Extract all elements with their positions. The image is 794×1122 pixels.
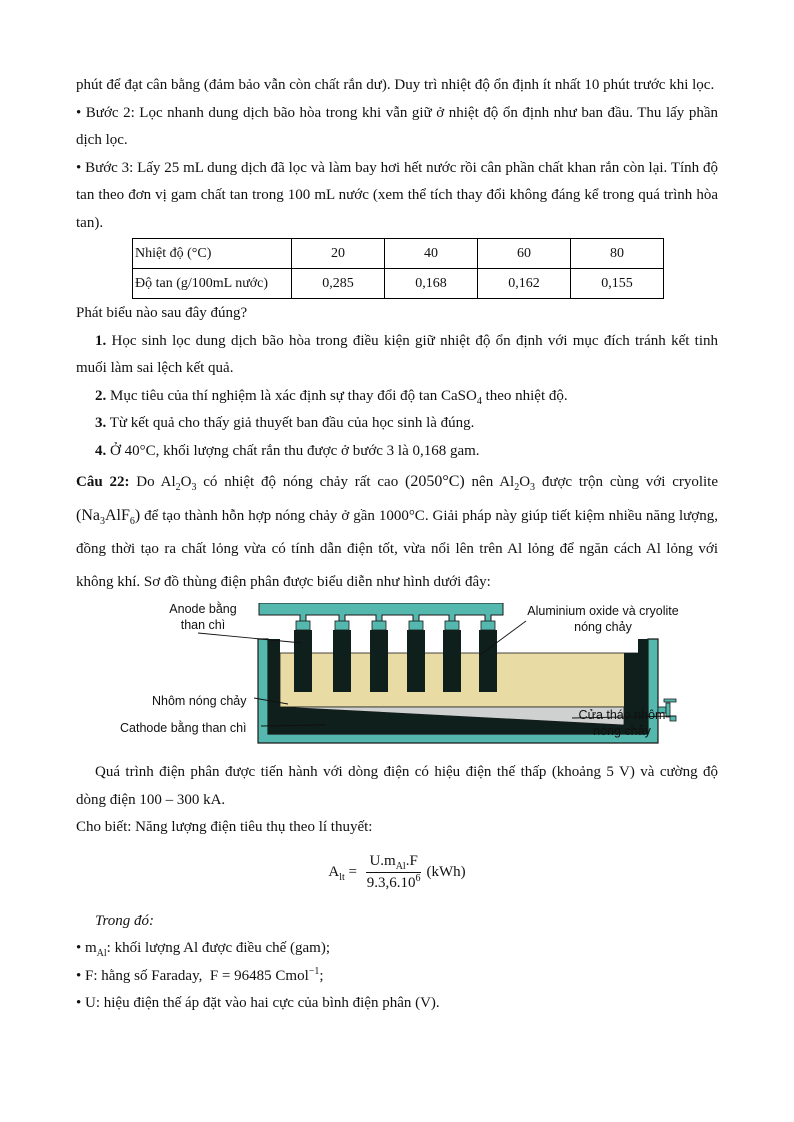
electrolysis-cell-figure [76, 603, 718, 751]
paragraph-step3: • Bước 3: Lấy 25 mL dung dịch đã lọc và làm bay hơi hết nước rồi cân phần chất khan rắn còn lại. Tính độ tan theo đơn vị gam chất tan trong 100 mL nước (xem thể tích thay đổi không đáng kể trong quá trình hòa tan). [76, 159, 718, 231]
paragraph-process: Quá trình điện phân được tiến hành với dòng điện có hiệu điện thế thấp (khoảng 5 V) và cường độ dòng điện 100 – 300 kA. [76, 764, 718, 808]
superscript: 6 [415, 873, 421, 884]
table-cell: 40 [385, 239, 478, 269]
table-cell: 0,285 [292, 269, 385, 299]
statement-number: 2. [95, 387, 107, 404]
text-run: ) [134, 507, 141, 524]
formula-unit: (kWh) [426, 864, 466, 880]
text-run: nên [464, 474, 500, 490]
energy-formula [76, 848, 718, 898]
where-item-faraday [76, 963, 718, 991]
text-run: để tạo thành hỗn hợp nóng chảy ở gần 1000°C. Giải pháp này giúp tiết kiệm nhiều năng lượng, đồng thời tạo ra chất lỏng vừa có tính dẫn điện tốt, vừa nổi lên trên Al lỏng để ngăn cách Al lỏng với không khí. Sơ đồ thùng điện phân được biểu diễn như hình dưới đây: [76, 508, 718, 590]
where-item-voltage: • U: hiệu điện thế áp đặt vào hai cực của bình điện phân (V). [76, 995, 440, 1011]
paragraph-step2: • Bước 2: Lọc nhanh dung dịch bão hòa trong khi vẫn giữ ở nhiệt độ ổn định như ban đầu. Thu lấy phần dịch lọc. [76, 104, 718, 148]
label-line: Cửa tháo nhôm [578, 708, 666, 722]
superscript: −1 [308, 965, 320, 977]
table-header-solubility: Độ tan (g/100mL nước) [133, 269, 292, 299]
statement-text: Mục tiêu của thí nghiệm là xác định sự thay đổi độ tan CaSO [110, 387, 477, 404]
label-line: Anode bằng [169, 602, 237, 616]
text-run: U.m [369, 853, 396, 869]
page-content [76, 72, 718, 1018]
text-run: Al [160, 474, 176, 490]
statement-number: 4. [95, 442, 107, 459]
table-row [133, 239, 664, 269]
subscript: 6 [129, 516, 135, 528]
text-run: Al [499, 474, 515, 490]
label-cathode [120, 720, 270, 736]
anode-block [443, 630, 461, 692]
statement-number: 1. [95, 332, 107, 349]
table-cell: 0,162 [478, 269, 571, 299]
anode-block [333, 630, 351, 692]
text-run: • F: hằng số Faraday, F = 96485 Cmol [76, 967, 309, 984]
equals-sign: = [344, 864, 361, 880]
statement-2 [76, 383, 718, 411]
formula-al2o3 [160, 474, 197, 493]
label-line: nóng chảy [574, 620, 632, 634]
statement-text-end: theo nhiệt độ. [481, 387, 568, 404]
table-row [133, 269, 664, 299]
melting-temp: (2050°C) [405, 473, 465, 490]
table-cell: 80 [571, 239, 664, 269]
subscript: 2 [175, 482, 181, 493]
anode-block [407, 630, 425, 692]
question-22 [76, 465, 718, 599]
solubility-table [132, 238, 664, 299]
subscript: lt [339, 872, 345, 883]
table-cell: 20 [292, 239, 385, 269]
statement-text: Học sinh lọc dung dịch bão hòa trong điều kiện giữ nhiệt độ ổn định với mục đích tránh kết tinh muối làm sai lệch kết quả. [76, 332, 718, 376]
statement-3 [76, 410, 718, 438]
paragraph-step1-continued: phút để đạt cân bằng (đảm bảo vẫn còn chất rắn dư). Duy trì nhiệt độ ổn định ít nhất 10 phút trước khi lọc. [76, 77, 715, 93]
text-run: AlF [104, 507, 130, 524]
text-run: được trộn cùng với cryolite [535, 474, 719, 490]
statement-text: Từ kết quả cho thấy giả thuyết ban đầu của học sinh là đúng. [109, 415, 475, 431]
table-header-temperature: Nhiệt độ (°C) [133, 239, 292, 269]
subscript: Al [395, 861, 406, 872]
text-run: (Na [76, 507, 100, 524]
subscript: 4 [476, 395, 482, 407]
where-item-mass [76, 935, 718, 963]
anode-block [294, 630, 312, 692]
text-run: có nhiệt độ nóng chảy rất cao [196, 474, 405, 490]
table-cell: 0,168 [385, 269, 478, 299]
text-run: O [180, 474, 192, 490]
subscript: 3 [530, 482, 536, 493]
statement-number: 3. [95, 415, 107, 431]
subscript: 3 [191, 482, 197, 493]
anode-beam [259, 603, 503, 623]
statement-4 [76, 438, 718, 466]
statement-text: Ở 40°C, khối lượng chất rắn thu được ở bước 3 là 0,168 gam. [110, 442, 480, 459]
label-molten-aluminium [152, 693, 262, 709]
anode-block [479, 630, 497, 692]
text-run: ; [319, 967, 324, 984]
text-run: O [519, 474, 531, 490]
text-run: • m [76, 940, 97, 956]
subscript: 3 [99, 516, 105, 528]
subscript: Al [96, 948, 107, 959]
label-anode [158, 601, 248, 633]
label-line: Nhôm nóng chảy [152, 694, 247, 708]
formula-fraction [364, 853, 424, 892]
question-prompt: Phát biểu nào sau đây đúng? [76, 305, 248, 321]
fraction-denominator [364, 873, 424, 892]
text-run: A [328, 864, 340, 880]
statement-1 [76, 328, 718, 383]
text-run: .F [405, 853, 418, 869]
label-line: Cathode bằng than chì [120, 721, 247, 735]
anode-block [370, 630, 388, 692]
label-line: Aluminium oxide và cryolite [527, 604, 679, 618]
formula-cryolite [76, 507, 141, 528]
label-line: nóng chảy [593, 724, 651, 738]
label-drain-tap [562, 707, 682, 739]
formula-lhs [328, 864, 344, 881]
formula-al2o3 [499, 474, 536, 493]
text-run: 9.3,6.10 [366, 875, 416, 891]
where-title: Trong đó: [95, 912, 155, 929]
paragraph-given: Cho biết: Năng lượng điện tiêu thụ theo lí thuyết: [76, 819, 373, 835]
subscript: 2 [514, 482, 520, 493]
table-cell: 60 [478, 239, 571, 269]
question-label: Câu 22: [76, 474, 130, 490]
table-cell: 0,155 [571, 269, 664, 299]
label-oxide-cryolite [500, 603, 706, 635]
text-run: : khối lượng Al được điều chế (gam); [106, 940, 331, 956]
text-run: Do [129, 474, 161, 490]
fraction-numerator [366, 853, 420, 873]
label-line: than chì [180, 618, 226, 632]
